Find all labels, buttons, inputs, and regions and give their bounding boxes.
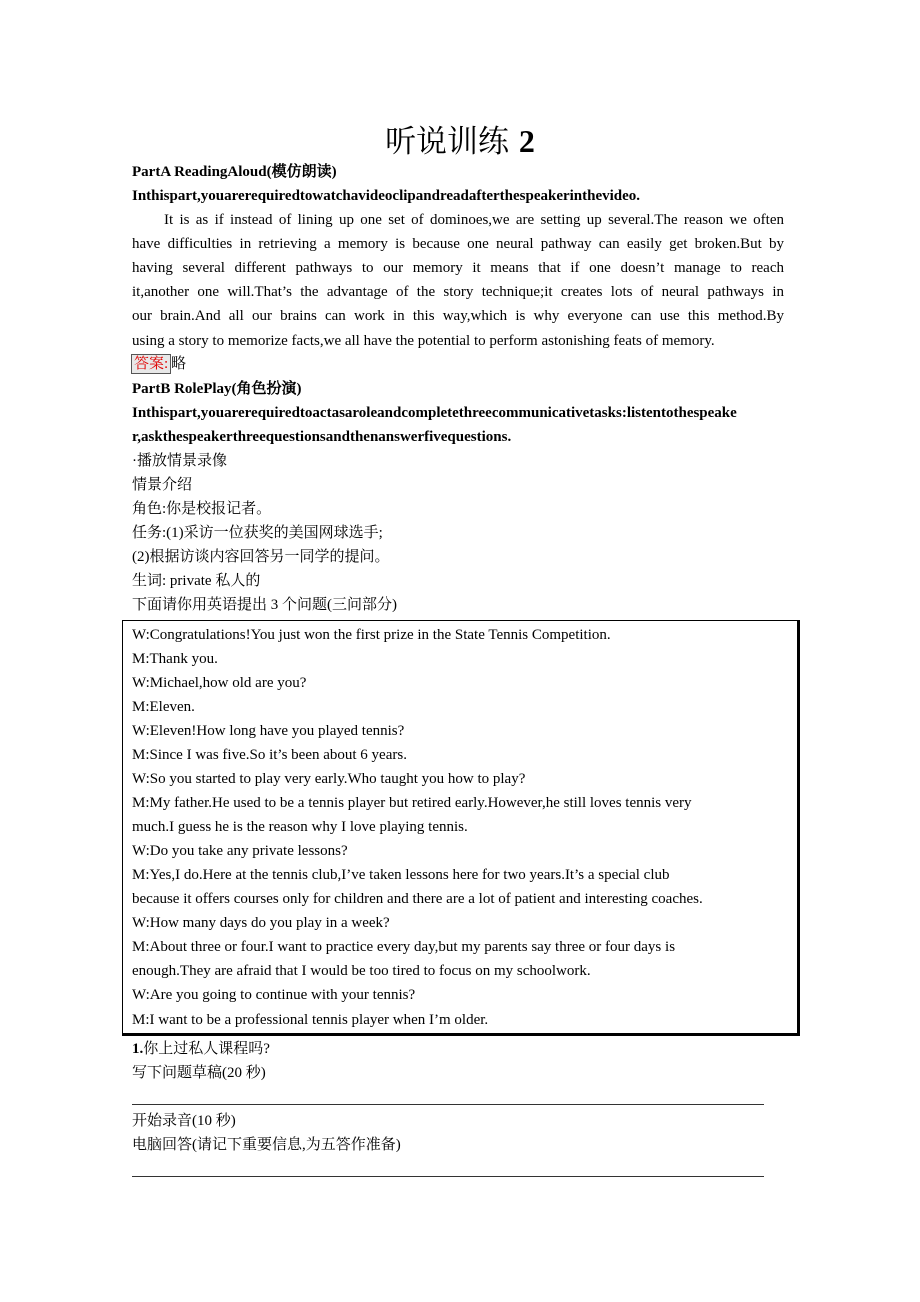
passage-line: it,another one will.That’s the advantage of the story technique;it creates lots of neural pathways in (132, 284, 784, 300)
dialogue-line: M:Yes,I do.Here at the tennis club,I’ve taken lessons here for two years.It’s a special club (132, 867, 670, 883)
question-number: 1. (132, 1041, 144, 1057)
question-text: 你上过私人课程吗? (143, 1041, 270, 1057)
page-title (0, 116, 920, 161)
dialogue-line: M:I want to be a professional tennis player when I’m older. (132, 1012, 489, 1028)
info-line: 任务:(1)采访一位获奖的美国网球选手; (132, 525, 383, 541)
dialogue-line: W:Michael,how old are you? (132, 675, 307, 691)
dialogue-line: W:How many days do you play in a week? (132, 915, 390, 931)
info-line: 角色:你是校报记者。 (132, 501, 272, 517)
computer-answer-prompt: 电脑回答(请记下重要信息,为五答作准备) (132, 1137, 401, 1153)
dialogue-line: M:Since I was five.So it’s been about 6 years. (132, 747, 407, 763)
info-line: (2)根据访谈内容回答另一同学的提问。 (132, 549, 390, 565)
dialogue-line: W:Are you going to continue with your tennis? (132, 987, 416, 1003)
passage-line: It is as if instead of lining up one set of dominoes,we are setting up several.The reason we often (164, 212, 784, 228)
dialogue-line: because it offers courses only for children and there are a lot of patient and interesting coaches. (132, 891, 703, 907)
question-1 (132, 1037, 270, 1061)
answer-line (132, 1104, 764, 1105)
answer-label: 答案: (131, 354, 171, 374)
info-line: 生词: private 私人的 (132, 573, 261, 589)
draft-prompt: 写下问题草稿(20 秒) (132, 1065, 266, 1081)
part-b-instruction-line: r,askthespeakerthreequestionsandthenanswerfivequestions. (132, 429, 512, 445)
passage-line: having several different pathways to our memory it means that if one doesn’t manage to reach (132, 260, 784, 276)
part-b-instruction-line: Inthispart,youarerequiredtoactasaroleandcompletethreecommunicativetasks:listentothespeake (132, 405, 737, 421)
dialogue-line: W:Eleven!How long have you played tennis? (132, 723, 405, 739)
info-line: ·播放情景录像 (132, 453, 227, 469)
part-b-heading: PartB RolePlay(角色扮演) (132, 381, 302, 397)
answer-line (132, 1176, 764, 1177)
dialogue-line: M:Eleven. (132, 699, 195, 715)
record-prompt: 开始录音(10 秒) (132, 1113, 236, 1129)
part-a-heading: PartA ReadingAloud(模仿朗读) (132, 164, 337, 180)
dialogue-line: M:Thank you. (132, 651, 218, 667)
title-text: 听说训练 (385, 124, 510, 160)
dialogue-line: M:My father.He used to be a tennis player but retired early.However,he still loves tennis very (132, 795, 692, 811)
answer-row (131, 352, 186, 376)
passage-line: have difficulties in retrieving a memory is because one neural pathway can easily get broken.But by (132, 236, 784, 252)
title-number: 2 (518, 123, 535, 159)
part-a-instruction: Inthispart,youarerequiredtowatchavideoclipandreadafterthespeakerinthevideo. (132, 188, 641, 204)
passage-line: using a story to memorize facts,we all have the potential to perform astonishing feats of memory. (132, 333, 715, 349)
dialogue-line: W:Congratulations!You just won the first prize in the State Tennis Competition. (132, 627, 611, 643)
passage-line: our brain.And all our brains can work in this way,which is why everyone can use this method.By (132, 308, 784, 324)
info-line: 情景介绍 (132, 477, 193, 493)
dialogue-line: M:About three or four.I want to practice every day,but my parents say three or four days is (132, 939, 676, 955)
dialogue-line: W:So you started to play very early.Who taught you how to play? (132, 771, 526, 787)
answer-text: 略 (171, 356, 187, 372)
dialogue-line: W:Do you take any private lessons? (132, 843, 348, 859)
dialogue-line: much.I guess he is the reason why I love playing tennis. (132, 819, 468, 835)
dialogue-line: enough.They are afraid that I would be too tired to focus on my schoolwork. (132, 963, 591, 979)
info-line: 下面请你用英语提出 3 个问题(三问部分) (132, 597, 397, 613)
